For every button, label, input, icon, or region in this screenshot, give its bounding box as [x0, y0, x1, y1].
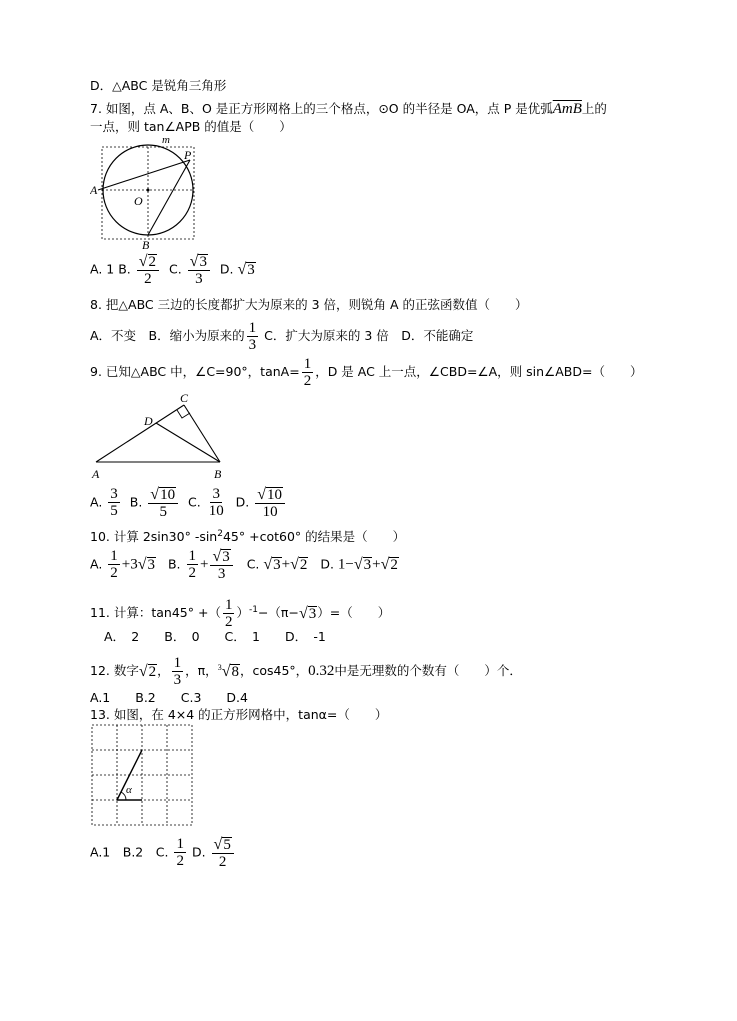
q10-c-plus: +: [281, 556, 291, 573]
q9-d-radicand: 10: [267, 486, 283, 503]
q7-label-m: m: [162, 135, 170, 146]
q12-mid: ，π，: [185, 663, 218, 678]
q9-d-label: D.: [235, 494, 250, 510]
q7-option-d-label: D.: [219, 261, 234, 277]
q7-label-b: B: [142, 238, 150, 250]
q12-fraction: [172, 655, 184, 688]
q9-options: [90, 486, 287, 520]
q7-stem-end: 上的: [581, 101, 607, 116]
q11-stem-pre: 11. 计算：tan45° +（: [90, 605, 221, 620]
q7-b-den: 2: [144, 270, 152, 287]
q13-alpha-label: α: [126, 784, 132, 796]
q13-d-label: D.: [191, 844, 206, 860]
q7-option-ab-label: A. 1 B.: [90, 261, 131, 277]
q11-fraction: [223, 597, 235, 630]
q10-b-label: B.: [167, 556, 181, 572]
q12-radicand: 2: [148, 663, 157, 680]
q12-cube-index: 3: [217, 662, 222, 672]
q10-b-frac1: [187, 548, 199, 581]
q11-radicand: 3: [308, 605, 317, 622]
q13-option-d: √ 5 2: [212, 836, 234, 870]
q9-a-num: 3: [110, 486, 118, 503]
q7-b-radicand: 2: [148, 253, 157, 270]
q10-superscript: 2: [217, 529, 223, 539]
q12-cube-root: 3 √ 8: [217, 662, 239, 680]
q13-grid: [92, 725, 192, 825]
q9-stem: [90, 356, 643, 389]
q9-segment-bd: [156, 423, 220, 462]
q12-num: 1: [173, 655, 182, 671]
q11-mid: ）: [236, 605, 249, 620]
q7-arc-label: $\overline{AmB}$: [552, 101, 582, 117]
q7-option-c: √ 3 3: [188, 253, 210, 287]
q9-b-radicand: 10: [160, 486, 176, 503]
q9-label-a: A: [92, 467, 100, 481]
q9-fraction: [302, 356, 314, 389]
q7-option-d: √ 3: [237, 260, 255, 278]
q10-c-label: C.: [246, 556, 260, 572]
q9-den: 2: [303, 373, 312, 389]
q6-option-d: D．△ABC 是锐角三角形: [90, 78, 227, 93]
q10-d-plus: +: [372, 556, 381, 573]
q11-rad: √ 3: [298, 604, 317, 622]
q10-stem: [90, 526, 405, 545]
q13-d-den: 2: [218, 853, 227, 870]
q12-stem: 12. 数字 √ 2 ， $\frac{1}{3}$ ，π， 3 √ 8 ，cos45°，0.32中是无理数的个数有（ ）个．: [90, 655, 522, 688]
q13-d-radicand: 5: [223, 836, 231, 853]
q10-a-den: 2: [110, 565, 118, 582]
q9-stem-pre: 9. 已知△ABC 中，∠C=90°，tanA=: [90, 364, 300, 379]
q9-a-den: 5: [110, 503, 118, 520]
q10-d-r2: 2: [390, 556, 398, 573]
q7-label-p: P: [184, 148, 192, 162]
q13-options: [90, 836, 236, 870]
q9-stem-post: ，D 是 AC 上一点，∠CBD=∠A，则 sin∠ABD=（ ）: [315, 364, 643, 379]
q13-option-c: [174, 836, 186, 869]
q12-den: 3: [173, 672, 182, 688]
q9-label-d: D: [144, 414, 153, 428]
q11-mid2: −（π−: [257, 605, 299, 620]
q7-circle-figure: [90, 135, 205, 250]
q13-grid-figure: [90, 723, 194, 827]
q12-stem-post: 中是无理数的个数有（ ）个．: [334, 663, 522, 678]
q8-den: 3: [248, 337, 257, 353]
q8-stem: 8. 把△ABC 三边的长度都扩大为原来的 3 倍，则锐角 A 的正弦函数值（ ）: [90, 297, 528, 312]
q12-cube-radicand: 8: [231, 663, 239, 680]
q10-c-r2: 2: [299, 556, 308, 573]
q10-d-rad1: √ 3: [353, 555, 372, 573]
q7-option-b: √ 2 2: [137, 253, 159, 287]
q10-a-tail: +3: [121, 556, 138, 573]
q12-options: A.1 B.2 C.3 D.4: [90, 690, 248, 705]
q9-c-den: 10: [208, 503, 224, 520]
q9-option-d: √ 10 10: [255, 486, 285, 520]
q9-side-ac: [96, 405, 184, 462]
q10-b-frac2: √ 3 3: [210, 548, 232, 582]
q9-triangle-figure: [88, 390, 233, 482]
q9-num: 1: [303, 356, 312, 372]
q11-stem: [90, 597, 390, 630]
q8-num: 1: [248, 320, 257, 336]
q9-d-den: 10: [262, 503, 278, 520]
q10-d-pre: 1−: [337, 556, 354, 573]
q9-option-b: √ 10 5: [148, 486, 178, 520]
q10-stem-pre: 10. 计算 2sin30° -sin: [90, 529, 218, 545]
q7-center-dot: [147, 189, 150, 192]
q9-option-a: [108, 486, 120, 519]
q10-a-radicand: 3: [147, 556, 156, 573]
q8-options: [90, 320, 473, 353]
q7-stem-text: 7. 如图，点 A、B、O 是正方形网格上的三个格点，⊙O 的半径是 OA，点 P 是优弧: [90, 101, 553, 116]
q9-b-den: 5: [159, 503, 167, 520]
q9-option-c: [207, 486, 226, 519]
q9-label-b: B: [214, 467, 222, 481]
q10-d-rad2: √ 2: [380, 555, 398, 573]
q7-c-radicand: 3: [199, 253, 207, 270]
q10-a-frac: [108, 548, 120, 581]
q8-options-ab: A．不变 B．缩小为原来的: [90, 328, 245, 343]
q10-b-num: 1: [188, 548, 197, 565]
q12-stem-pre: 12. 数字: [90, 663, 139, 678]
q11-options: A． 2 B． 0 C． 1 D． -1: [104, 629, 326, 644]
q10-b-plus: +: [200, 556, 209, 573]
q10-a-rad: √ 3: [137, 555, 156, 573]
q9-c-label: C.: [188, 494, 201, 510]
q13-options-abc: A.1 B.2 C.: [90, 844, 169, 860]
q10-c-rad1: √ 3: [263, 555, 281, 573]
q7-label-o: O: [134, 194, 143, 208]
q10-d-r1: 3: [363, 556, 372, 573]
q11-sup: -1: [248, 604, 258, 615]
q13-c-den: 2: [176, 853, 184, 870]
q10-b-radicand: 3: [222, 548, 230, 565]
q9-c-num: 3: [212, 486, 220, 503]
q10-a-num: 1: [110, 548, 118, 565]
q8-fraction: [247, 320, 259, 353]
q7-options: [90, 253, 256, 287]
q8-options-cd: C．扩大为原来的 3 倍 D．不能确定: [264, 328, 474, 343]
q7-option-c-label: C.: [168, 261, 182, 277]
q10-c-r1: 3: [273, 556, 281, 573]
q9-label-c: C: [180, 391, 189, 405]
q10-c-rad2: √ 2: [290, 555, 308, 573]
q13-c-num: 1: [176, 836, 184, 853]
q7-label-a: A: [90, 183, 98, 197]
q11-den: 2: [224, 614, 233, 630]
q7-stem-line1: [90, 101, 607, 117]
q10-d-label: D.: [320, 556, 334, 572]
q12-mid2: ，cos45°，: [239, 663, 309, 678]
q10-b-den: 2: [188, 565, 197, 582]
q7-d-radicand: 3: [247, 261, 255, 278]
q7-stem-line2: 一点，则 tan∠APB 的值是（ ）: [90, 119, 292, 134]
q10-options: [90, 548, 399, 582]
q12-decimal: 0.32: [308, 663, 335, 679]
q10-b-den2: 3: [217, 565, 226, 582]
q11-stem-post: ）=（ ）: [317, 605, 391, 620]
q10-a-label: A.: [90, 556, 103, 572]
q12-rad: √ 2: [138, 662, 157, 680]
q13-stem: 13. 如图，在 4×4 的正方形网格中，tanα=（ ）: [90, 707, 388, 722]
q9-a-label: A.: [90, 494, 103, 510]
q9-b-label: B.: [129, 494, 143, 510]
q10-stem-post: 45° +cot60° 的结果是（ ）: [222, 529, 406, 545]
q11-num: 1: [224, 597, 233, 613]
q7-c-den: 3: [195, 270, 203, 287]
